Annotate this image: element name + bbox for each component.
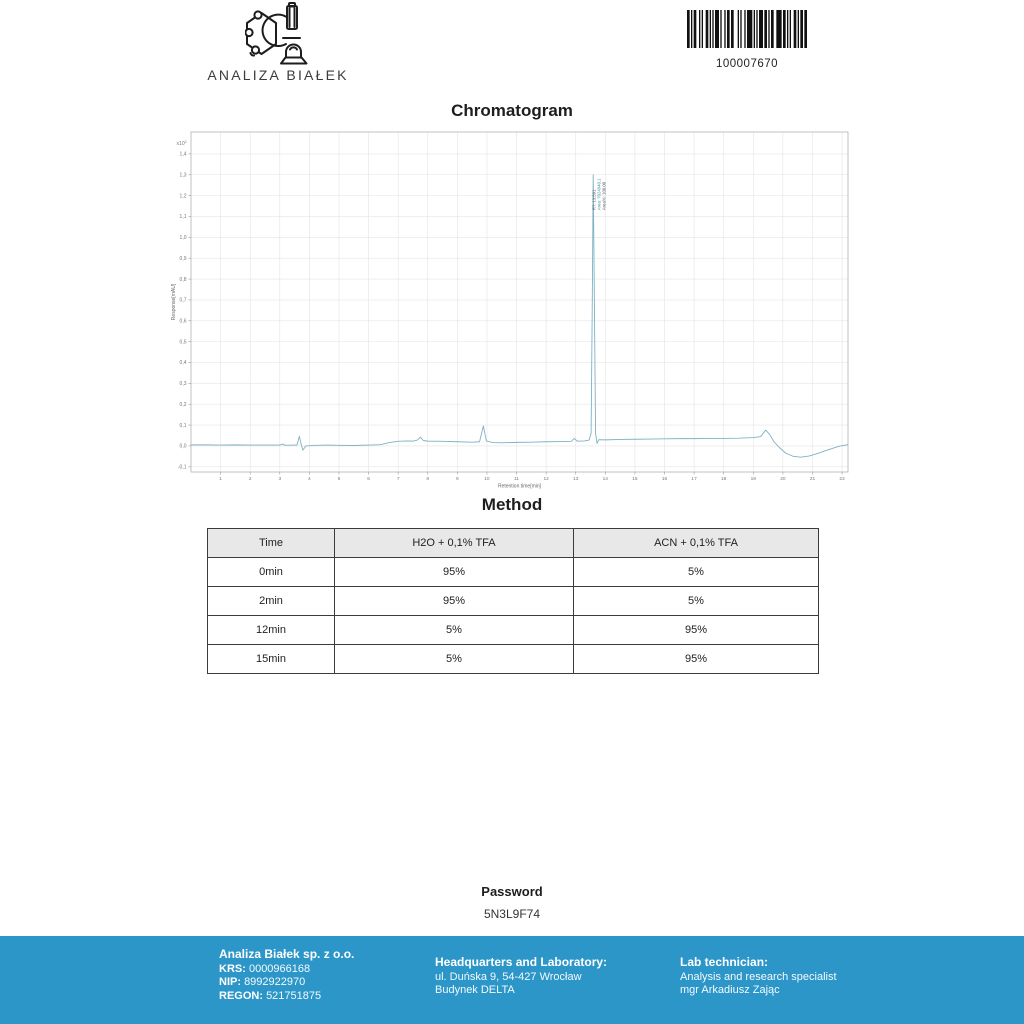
svg-text:Area: 7024940.1: Area: 7024940.1 <box>596 178 602 211</box>
svg-text:22: 22 <box>839 477 845 482</box>
svg-text:0,2: 0,2 <box>179 401 187 408</box>
company-regon: REGON: 521751875 <box>219 989 322 1002</box>
svg-text:19: 19 <box>750 477 756 482</box>
svg-text:18: 18 <box>721 477 727 482</box>
svg-text:1,2: 1,2 <box>179 193 187 200</box>
svg-text:1,4: 1,4 <box>179 151 187 158</box>
svg-text:0,9: 0,9 <box>179 255 187 262</box>
headquarters-building: Budynek DELTA <box>435 984 515 996</box>
col-header-acn: ACN + 0,1% TFA <box>574 529 819 558</box>
cell-h2o: 5% <box>335 616 574 645</box>
chromatogram-chart <box>168 128 860 494</box>
headquarters-title: Headquarters and Laboratory: <box>435 955 608 969</box>
cell-acn: 5% <box>574 587 819 616</box>
svg-text:0,0: 0,0 <box>179 443 187 450</box>
barcode-block <box>687 10 807 70</box>
footer-technician <box>680 956 837 998</box>
svg-text:1: 1 <box>219 477 222 482</box>
svg-text:4: 4 <box>308 477 311 482</box>
cell-time: 2min <box>208 587 335 616</box>
svg-text:Response[mAU]: Response[mAU] <box>171 283 177 321</box>
svg-text:x102: $x10^2$ <box>176 140 187 147</box>
svg-text:5: 5 <box>337 477 341 482</box>
svg-text:2: 2 <box>248 477 252 482</box>
svg-text:0,7: 0,7 <box>179 297 187 304</box>
logo-text: ANALIZA BIAŁEK <box>207 67 349 83</box>
svg-text:6: 6 <box>367 477 370 482</box>
cell-h2o: 95% <box>335 587 574 616</box>
technician-role: Analysis and research specialist <box>680 970 837 983</box>
svg-text:0,4: 0,4 <box>179 360 187 367</box>
method-table <box>207 528 819 674</box>
svg-text:8: 8 <box>426 477 430 482</box>
svg-text:12: 12 <box>543 477 549 482</box>
col-header-h2o: H2O + 0,1% TFA <box>335 529 574 558</box>
chromatogram-plot <box>168 128 860 494</box>
svg-text:1,3: 1,3 <box>179 172 187 179</box>
svg-text:0,6: 0,6 <box>179 318 187 325</box>
company-logo <box>188 2 368 83</box>
company-nip: NIP: 8992922970 <box>219 976 306 988</box>
company-krs: KRS: 0000966168 <box>219 962 311 975</box>
technician-name: mgr Arkadiusz Zając <box>680 984 780 996</box>
svg-text:0,5: 0,5 <box>179 339 187 346</box>
svg-text:11: 11 <box>514 477 520 482</box>
table-row <box>208 558 819 587</box>
table-row <box>208 645 819 674</box>
svg-text:1,1: 1,1 <box>179 214 187 221</box>
svg-text:RT: 13.591: RT: 13.591 <box>591 189 597 211</box>
svg-text:0,3: 0,3 <box>179 381 187 388</box>
col-header-time: Time <box>208 529 335 558</box>
table-row <box>208 616 819 645</box>
method-table-header-row <box>208 529 819 558</box>
cell-acn: 95% <box>574 616 819 645</box>
table-row <box>208 587 819 616</box>
footer-headquarters <box>435 956 607 998</box>
svg-text:Retention time[min]: Retention time[min] <box>497 483 542 490</box>
svg-text:20: 20 <box>780 477 786 482</box>
cell-time: 12min <box>208 616 335 645</box>
method-title: Method <box>481 495 543 514</box>
svg-text:10: 10 <box>484 477 490 482</box>
cell-acn: 5% <box>574 558 819 587</box>
molecule-microscope-icon <box>245 2 311 65</box>
technician-title: Lab technician: <box>680 955 769 969</box>
svg-text:13: 13 <box>573 477 579 482</box>
cell-acn: 95% <box>574 645 819 674</box>
barcode-number: 100007670 <box>715 58 779 70</box>
svg-text:21: 21 <box>809 477 816 482</box>
cell-time: 0min <box>208 558 335 587</box>
password-value: 5N3L9F74 <box>483 907 541 921</box>
svg-text:Area%: 100.00: Area%: 100.00 <box>601 181 607 211</box>
headquarters-address: ul. Duńska 9, 54-427 Wrocław <box>435 970 582 983</box>
svg-text:14: 14 <box>602 477 608 482</box>
svg-text:3: 3 <box>278 477 282 482</box>
cell-h2o: 95% <box>335 558 574 587</box>
svg-text:15: 15 <box>632 477 638 482</box>
svg-text:1,0: 1,0 <box>179 235 187 242</box>
svg-text:17: 17 <box>691 477 697 482</box>
svg-text:9: 9 <box>456 477 459 482</box>
svg-text:0,8: 0,8 <box>179 276 187 283</box>
svg-text:0,1: 0,1 <box>179 422 187 429</box>
svg-text:-0,1: -0,1 <box>177 464 187 471</box>
chromatogram-title: Chromatogram <box>451 101 573 120</box>
barcode-icon <box>687 10 807 48</box>
footer-company-info <box>219 948 354 1003</box>
svg-text:16: 16 <box>661 477 668 482</box>
password-label: Password <box>481 884 543 899</box>
cell-time: 15min <box>208 645 335 674</box>
svg-text:7: 7 <box>396 477 400 482</box>
password-block <box>0 884 1024 921</box>
cell-h2o: 5% <box>335 645 574 674</box>
company-name: Analiza Białek sp. z o.o. <box>219 947 355 961</box>
